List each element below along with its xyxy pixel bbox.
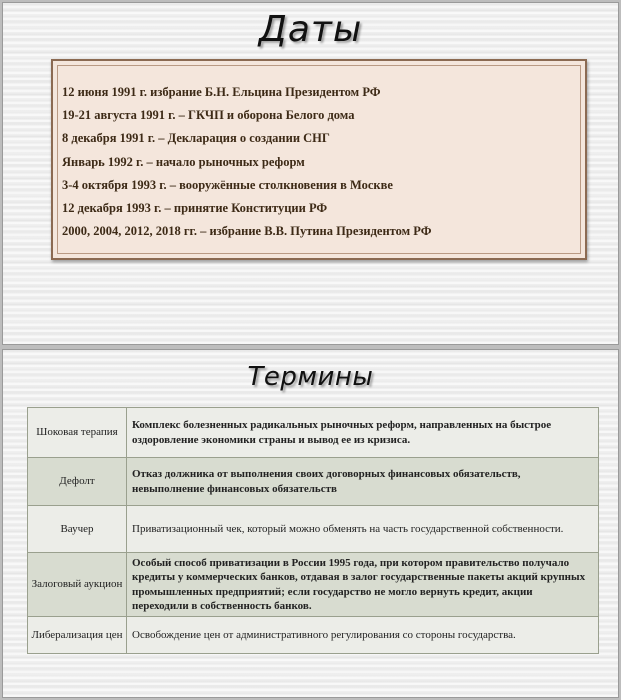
date-item: Январь 1992 г. – начало рыночных реформ <box>62 154 305 169</box>
term-cell: Залоговый аукцион <box>28 553 127 617</box>
date-item: 12 июня 1991 г. избрание Б.Н. Ельцина Президентом РФ <box>62 85 381 99</box>
terms-table <box>27 407 599 654</box>
definition-cell: Приватизационный чек, который можно обменять на часть государственной собственности. <box>127 506 599 553</box>
slide-title-terms: Термины <box>247 362 374 392</box>
date-item: 19-21 августа 1991 г. – ГКЧП и оборона Белого дома <box>62 108 355 123</box>
date-item: 3-4 октября 1993 г. – вооружённые столкновения в Москве <box>62 177 393 192</box>
dates-list <box>57 65 581 254</box>
date-item: 8 декабря 1991 г. – Декларация о создании СНГ <box>62 131 330 146</box>
term-cell: Дефолт <box>28 458 127 506</box>
dates-box <box>51 59 587 260</box>
table-row <box>28 553 599 617</box>
definition-cell: Комплекс болезненных радикальных рыночных реформ, направленных на быстрое оздоровление экономики страны и вывод ее из кризиса. <box>127 408 599 458</box>
slide-title-dates: Даты <box>258 9 363 50</box>
date-item: 2000, 2004, 2012, 2018 гг. – избрание В.В. Путина Президентом РФ <box>62 224 432 239</box>
definition-cell: Отказ должника от выполнения своих договорных финансовых обязательств, невыполнение финансовых обязательств <box>127 458 599 506</box>
term-cell: Шоковая терапия <box>28 408 127 458</box>
date-item: 12 декабря 1993 г. – принятие Конституции РФ <box>62 200 328 215</box>
definition-cell: Освобождение цен от административного регулирования со стороны государства. <box>127 617 599 654</box>
table-row <box>28 408 599 458</box>
table-row <box>28 617 599 654</box>
definition-cell: Особый способ приватизации в России 1995 года, при котором правительство получало кредиты у коммерческих банков, отдавая в залог государственные пакеты акций крупных промышленных предприятий; если государство не могло вернуть кредит, акции переходили в собственность банков. <box>127 553 599 617</box>
slide-terms <box>2 349 619 698</box>
table-row <box>28 506 599 553</box>
table-row <box>28 458 599 506</box>
term-cell: Либерализация цен <box>28 617 127 654</box>
slide-dates <box>2 2 619 345</box>
term-cell: Ваучер <box>28 506 127 553</box>
